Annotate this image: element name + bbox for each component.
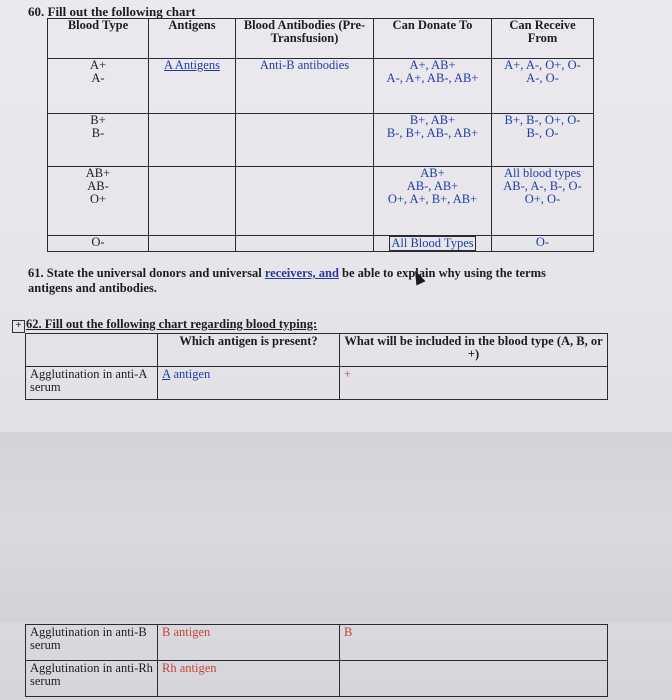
donate-answer[interactable]: A-, A+, AB-, AB+	[386, 71, 479, 85]
blood-typing-chart-top	[25, 333, 608, 400]
antigens-answer-empty[interactable]	[149, 167, 236, 236]
q61-text-2: be able to explain why using the terms	[338, 266, 546, 280]
table-row-group-b	[48, 114, 594, 167]
header-included: What will be included in the blood type (A, B, or +)	[340, 334, 608, 367]
blood-type-chart	[47, 18, 594, 252]
donate-answer[interactable]: All Blood Types	[391, 236, 474, 250]
table-row	[26, 661, 608, 697]
table-row	[26, 625, 608, 661]
chart-header-row	[48, 19, 594, 59]
table-row-group-ab-o	[48, 167, 594, 236]
q61-text: 61. State the universal donors and universal	[28, 266, 265, 280]
antigen-answer-suffix: antigen	[170, 367, 211, 381]
row-label: Agglutination in anti-Rh serum	[26, 661, 158, 697]
blood-type-cell: A+	[89, 58, 107, 72]
antibodies-answer[interactable]: Anti-B antibodies	[259, 58, 350, 72]
q61-line2: antigens and antibodies.	[28, 281, 157, 295]
blood-type-cell: AB-	[87, 179, 109, 193]
included-answer[interactable]: +	[340, 367, 608, 400]
donate-answer[interactable]: AB+	[420, 166, 445, 180]
header-antigens: Antigens	[149, 19, 236, 59]
header-blood-type: Blood Type	[48, 19, 149, 59]
antibodies-answer-empty[interactable]	[236, 167, 374, 236]
row-label: Agglutination in anti-B serum	[26, 625, 158, 661]
q61-link[interactable]: receivers, and	[264, 266, 339, 280]
header-can-receive: Can Receive From	[492, 19, 594, 59]
antigen-answer[interactable]: Rh antigen	[158, 661, 340, 697]
donate-answer[interactable]: A+, AB+	[409, 58, 456, 72]
receive-answer[interactable]: All blood types	[503, 166, 582, 180]
blood-type-cell: O-	[48, 236, 149, 252]
question-62-title	[12, 317, 317, 333]
question-61	[28, 266, 628, 296]
receive-answer[interactable]: A+, A-, O+, O-	[504, 58, 581, 72]
screen-gap	[0, 432, 672, 622]
receive-answer[interactable]: AB-, A-, B-, O-	[503, 179, 582, 193]
header-can-donate: Can Donate To	[374, 19, 492, 59]
blood-type-cell: B+	[90, 113, 106, 127]
table-row-o-neg	[48, 236, 594, 252]
receive-answer[interactable]: B+, B-, O+, O-	[504, 113, 581, 127]
header-antigen-present: Which antigen is present?	[158, 334, 340, 367]
blood-type-cell: AB+	[85, 166, 111, 180]
header-antibodies: Blood Antibodies (Pre-Transfusion)	[236, 19, 374, 59]
receive-answer[interactable]: O+, O-	[524, 192, 561, 206]
antigens-answer-empty[interactable]	[149, 236, 236, 252]
row-label: Agglutination in anti-A serum	[26, 367, 158, 400]
blood-type-cell: O+	[89, 192, 107, 206]
receive-answer[interactable]: B-, O-	[526, 126, 559, 140]
table-row-group-a	[48, 59, 594, 114]
antigen-answer[interactable]: B antigen	[158, 625, 340, 661]
receive-answer[interactable]: A-, O-	[526, 71, 559, 85]
antigen-answer[interactable]	[158, 367, 340, 400]
receive-answer[interactable]: O-	[492, 236, 594, 252]
blood-type-cell: B-	[91, 126, 105, 140]
q62-title-text: 62. Fill out the following chart regarding blood typing:	[26, 317, 318, 331]
antigens-answer[interactable]: A Antigens	[164, 58, 220, 72]
donate-answer[interactable]: B-, B+, AB-, AB+	[386, 126, 479, 140]
antigen-answer-prefix: A	[162, 367, 171, 381]
blood-typing-chart-bottom	[25, 624, 608, 697]
donate-answer[interactable]: B+, AB+	[409, 113, 456, 127]
antibodies-answer-empty[interactable]	[236, 114, 374, 167]
expand-icon[interactable]: +	[12, 320, 25, 333]
antibodies-answer-empty[interactable]	[236, 236, 374, 252]
included-answer[interactable]	[340, 661, 608, 697]
table-row	[26, 367, 608, 400]
donate-answer[interactable]: O+, A+, B+, AB+	[387, 192, 478, 206]
blood-type-cell: A-	[91, 71, 105, 85]
question-60-title: 60. Fill out the following chart	[28, 4, 196, 19]
typing-header-row	[26, 334, 608, 367]
donate-answer[interactable]: AB-, AB+	[406, 179, 459, 193]
typing-header-blank	[26, 334, 158, 367]
included-answer[interactable]: B	[340, 625, 608, 661]
antigens-answer-empty[interactable]	[149, 114, 236, 167]
